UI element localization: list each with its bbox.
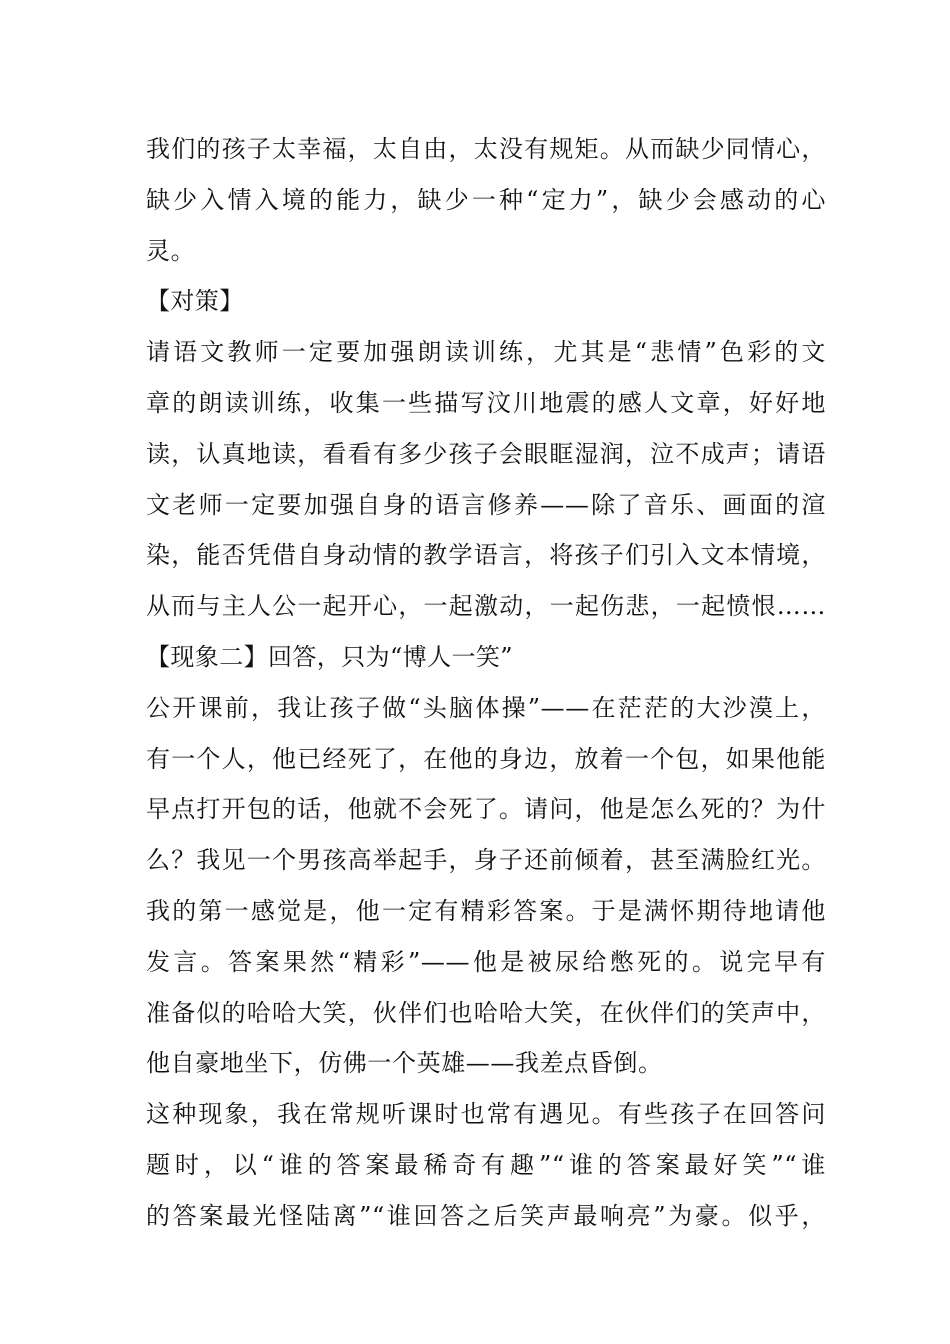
text-line: 灵。 <box>146 236 196 265</box>
text-line: 章的朗读训练，收集一些描写汶川地震的感人文章，好好地 <box>146 388 826 417</box>
text-line: 的答案最光怪陆离”“谁回答之后笑声最响亮”为豪。似乎， <box>146 1201 826 1230</box>
text-line: 我的第一感觉是，他一定有精彩答案。于是满怀期待地请他 <box>146 896 826 925</box>
text-line: 请语文教师一定要加强朗读训练，尤其是“悲情”色彩的文 <box>146 338 826 367</box>
text-line: 题时，以“谁的答案最稀奇有趣”“谁的答案最好笑”“谁 <box>146 1150 826 1179</box>
section-heading-phenomenon-two: 【现象二】回答，只为“博人一笑” <box>146 642 513 671</box>
text-line: 公开课前，我让孩子做“头脑体操”——在茫茫的大沙漠上， <box>146 693 826 722</box>
text-line: 这种现象，我在常规听课时也常有遇见。有些孩子在回答问 <box>146 1100 826 1129</box>
text-line: 缺少入情入境的能力，缺少一种“定力”，缺少会感动的心 <box>146 185 826 214</box>
section-heading-countermeasure: 【对策】 <box>146 287 244 316</box>
text-line: 么？我见一个男孩高举起手，身子还前倾着，甚至满脸红光。 <box>146 846 826 875</box>
document-body <box>146 124 826 1242</box>
text-line: 染，能否凭借自身动情的教学语言，将孩子们引入文本情境， <box>146 541 826 570</box>
text-line: 发言。答案果然“精彩”——他是被尿给憋死的。说完早有 <box>146 947 826 976</box>
text-line: 他自豪地坐下，仿佛一个英雄——我差点昏倒。 <box>146 1049 663 1078</box>
text-line: 有一个人，他已经死了，在他的身边，放着一个包，如果他能 <box>146 744 826 773</box>
text-line: 从而与主人公一起开心，一起激动，一起伤悲，一起愤恨…… <box>146 592 826 621</box>
text-line: 读，认真地读，看看有多少孩子会眼眶湿润，泣不成声；请语 <box>146 439 826 468</box>
text-line: 早点打开包的话，他就不会死了。请问，他是怎么死的？为什 <box>146 795 826 824</box>
text-line: 我们的孩子太幸福，太自由，太没有规矩。从而缺少同情心， <box>146 135 826 163</box>
text-line: 文老师一定要加强自身的语言修养——除了音乐、画面的渲 <box>146 490 826 519</box>
text-line: 准备似的哈哈大笑，伙伴们也哈哈大笑，在伙伴们的笑声中， <box>146 998 826 1027</box>
